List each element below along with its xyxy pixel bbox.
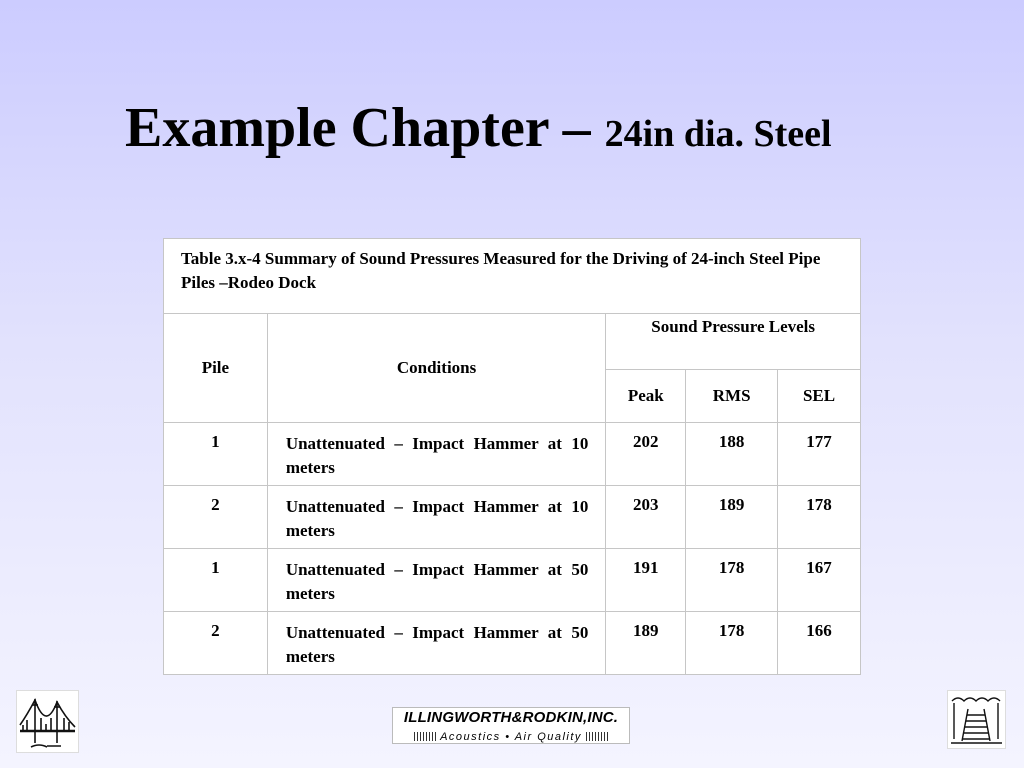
cell-sel: 177 xyxy=(778,423,861,486)
table-row xyxy=(164,423,861,486)
company-name: ILLINGWORTH&RODKIN,INC. xyxy=(403,709,619,726)
cell-peak: 189 xyxy=(606,612,686,675)
bridge-icon xyxy=(17,691,78,752)
header-sound-pressure-levels: Sound Pressure Levels xyxy=(606,314,861,370)
header-conditions: Conditions xyxy=(267,314,606,423)
header-rms: RMS xyxy=(686,370,778,423)
cell-pile: 1 xyxy=(164,423,268,486)
cell-conditions: Unattenuated – Impact Hammer at 50 meters xyxy=(267,612,606,675)
dock-logo xyxy=(947,690,1006,749)
header-peak: Peak xyxy=(606,370,686,423)
cell-rms: 189 xyxy=(686,486,778,549)
header-pile: Pile xyxy=(164,314,268,423)
slide-title-main: Example Chapter – xyxy=(125,97,605,159)
cell-pile: 2 xyxy=(164,612,268,675)
cell-conditions: Unattenuated – Impact Hammer at 10 meters xyxy=(267,486,606,549)
table-row xyxy=(164,549,861,612)
dock-icon xyxy=(948,691,1005,748)
hatch-decoration xyxy=(414,732,436,741)
cell-peak: 203 xyxy=(606,486,686,549)
slide-title xyxy=(125,97,832,159)
hatch-decoration xyxy=(586,732,608,741)
company-tagline-row xyxy=(393,727,629,745)
header-sel: SEL xyxy=(778,370,861,423)
cell-sel: 178 xyxy=(778,486,861,549)
cell-sel: 167 xyxy=(778,549,861,612)
cell-peak: 202 xyxy=(606,423,686,486)
sound-pressure-table xyxy=(163,238,861,675)
company-tagline: Acoustics • Air Quality xyxy=(440,731,582,743)
cell-rms: 178 xyxy=(686,612,778,675)
bridge-logo xyxy=(16,690,79,753)
cell-rms: 188 xyxy=(686,423,778,486)
cell-rms: 178 xyxy=(686,549,778,612)
cell-pile: 1 xyxy=(164,549,268,612)
cell-conditions: Unattenuated – Impact Hammer at 50 meters xyxy=(267,549,606,612)
cell-pile: 2 xyxy=(164,486,268,549)
slide-title-sub: 24in dia. Steel xyxy=(604,113,832,155)
cell-peak: 191 xyxy=(606,549,686,612)
cell-sel: 166 xyxy=(778,612,861,675)
cell-conditions: Unattenuated – Impact Hammer at 10 meters xyxy=(267,423,606,486)
table-caption: Table 3.x-4 Summary of Sound Pressures Measured for the Driving of 24-inch Steel Pipe Piles –Rodeo Dock xyxy=(164,239,861,314)
company-logo xyxy=(392,707,630,744)
table-row xyxy=(164,612,861,675)
table-row xyxy=(164,486,861,549)
